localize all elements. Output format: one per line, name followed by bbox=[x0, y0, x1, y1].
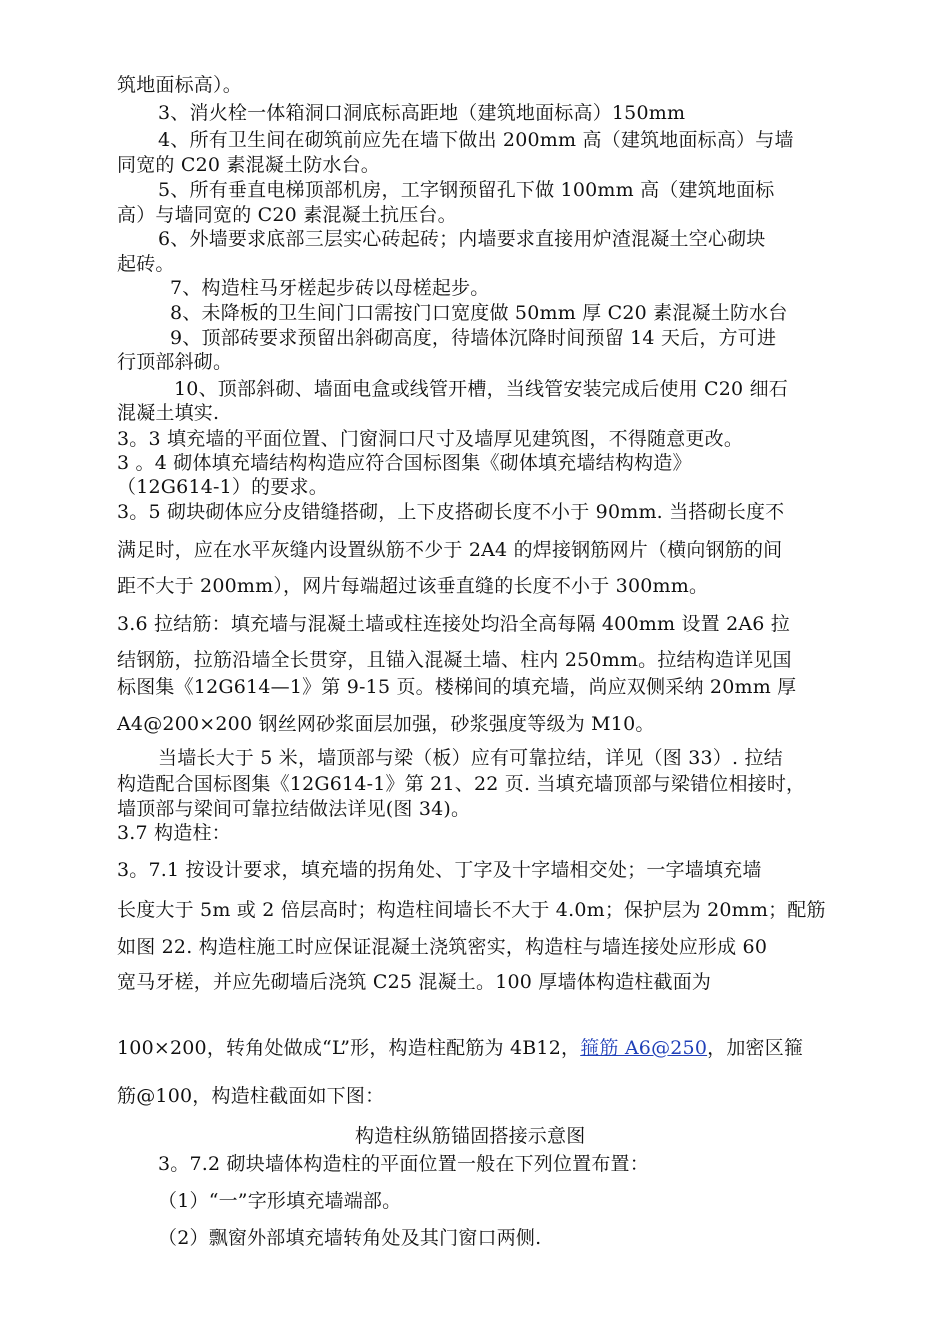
text-line: 如图 22. 构造柱施工时应保证混凝土浇筑密实，构造柱与墙连接处应形成 60 bbox=[117, 936, 768, 958]
figure-caption: 构造柱纵筋锚固搭接示意图 bbox=[355, 1125, 586, 1147]
text-line: 宽马牙槎，并应先砌墙后浇筑 C25 混凝土。100 厚墙体构造柱截面为 bbox=[117, 971, 712, 993]
text-line: 当墙长大于 5 米，墙顶部与梁（板）应有可靠拉结，详见（图 33）. 拉结 bbox=[158, 747, 783, 769]
text-span: ，加密区箍 bbox=[707, 1037, 804, 1059]
text-line: 距不大于 200mm），网片每端超过该垂直缝的长度不小于 300mm。 bbox=[117, 575, 709, 597]
text-line: 满足时，应在水平灰缝内设置纵筋不少于 2A4 的焊接钢筋网片（横向钢筋的间 bbox=[117, 539, 783, 561]
text-line: 3。3 填充墙的平面位置、门窗洞口尺寸及墙厚见建筑图，不得随意更改。 bbox=[117, 428, 744, 450]
text-line: 5、所有垂直电梯顶部机房，工字钢预留孔下做 100mm 高（建筑地面标 bbox=[158, 179, 775, 201]
text-line: 8、未降板的卫生间门口需按门口宽度做 50mm 厚 C20 素混凝土防水台 bbox=[170, 302, 788, 324]
text-line: 7、构造柱马牙槎起步砖以母槎起步。 bbox=[170, 277, 490, 299]
text-line: 9、顶部砖要求预留出斜砌高度，待墙体沉降时间预留 14 天后，方可进 bbox=[170, 327, 777, 349]
text-line bbox=[117, 1036, 803, 1060]
text-line: 同宽的 C20 素混凝土防水台。 bbox=[117, 154, 380, 176]
text-line: 标图集《12G614—1》第 9-15 页。楼梯间的填充墙，尚应双侧采纳 20mm 厚 bbox=[117, 676, 797, 698]
text-line: 3.6 拉结筋：填充墙与混凝土墙或柱连接处均沿全高每隔 400mm 设置 2A6 拉 bbox=[117, 613, 791, 635]
text-line: 混凝土填实. bbox=[117, 402, 220, 424]
text-line: 长度大于 5m 或 2 倍层高时；构造柱间墙长不大于 4.0m；保护层为 20mm；配筋 bbox=[117, 899, 826, 921]
text-line: 行顶部斜砌。 bbox=[117, 351, 233, 373]
text-line: 3 。4 砌体填充墙结构构造应符合国标图集《砌体填充墙结构构造》 bbox=[117, 452, 692, 474]
text-line: 筑地面标高）。 bbox=[117, 74, 242, 96]
text-line: 构造配合国标图集《12G614-1》第 21、22 页. 当填充墙顶部与梁错位相接时， bbox=[117, 773, 806, 795]
stirrup-link[interactable]: 箍筋 A6@250 bbox=[580, 1037, 708, 1059]
text-line: 筋@100，构造柱截面如下图： bbox=[117, 1085, 385, 1107]
section-heading: 3.7 构造柱： bbox=[117, 822, 231, 844]
list-item: （2）飘窗外部填充墙转角处及其门窗口两侧. bbox=[158, 1227, 542, 1249]
text-span: 100×200，转角处做成“L”形，构造柱配筋为 4B12， bbox=[117, 1037, 581, 1059]
text-line: （12G614-1）的要求。 bbox=[117, 476, 328, 498]
list-item: （1）“一”字形填充墙端部。 bbox=[158, 1190, 402, 1212]
text-line: 起砖。 bbox=[117, 253, 175, 275]
text-line: 结钢筋，拉筋沿墙全长贯穿，且锚入混凝土墙、柱内 250mm。拉结构造详见国 bbox=[117, 649, 792, 671]
text-line: 6、外墙要求底部三层实心砖起砖；内墙要求直接用炉渣混凝土空心砌块 bbox=[158, 228, 766, 250]
text-line: 4、所有卫生间在砌筑前应先在墙下做出 200mm 高（建筑地面标高）与墙 bbox=[158, 129, 794, 151]
text-line: 3。5 砌块砌体应分皮错缝搭砌，上下皮搭砌长度不小于 90mm. 当搭砌长度不 bbox=[117, 501, 785, 523]
text-line: A4@200×200 钢丝网砂浆面层加强，砂浆强度等级为 M10。 bbox=[117, 713, 655, 735]
text-line: 高）与墙同宽的 C20 素混凝土抗压台。 bbox=[117, 204, 457, 226]
text-line: 10、顶部斜砌、墙面电盒或线管开槽，当线管安装完成后使用 C20 细石 bbox=[174, 378, 788, 400]
text-line: 3。7.2 砌块墙体构造柱的平面位置一般在下列位置布置： bbox=[158, 1153, 649, 1175]
text-line: 墙顶部与梁间可靠拉结做法详见(图 34)。 bbox=[117, 798, 471, 820]
text-line: 3。7.1 按设计要求，填充墙的拐角处、丁字及十字墙相交处；一字墙填充墙 bbox=[117, 859, 762, 881]
text-line: 3、消火栓一体箱洞口洞底标高距地（建筑地面标高）150mm bbox=[158, 102, 686, 124]
